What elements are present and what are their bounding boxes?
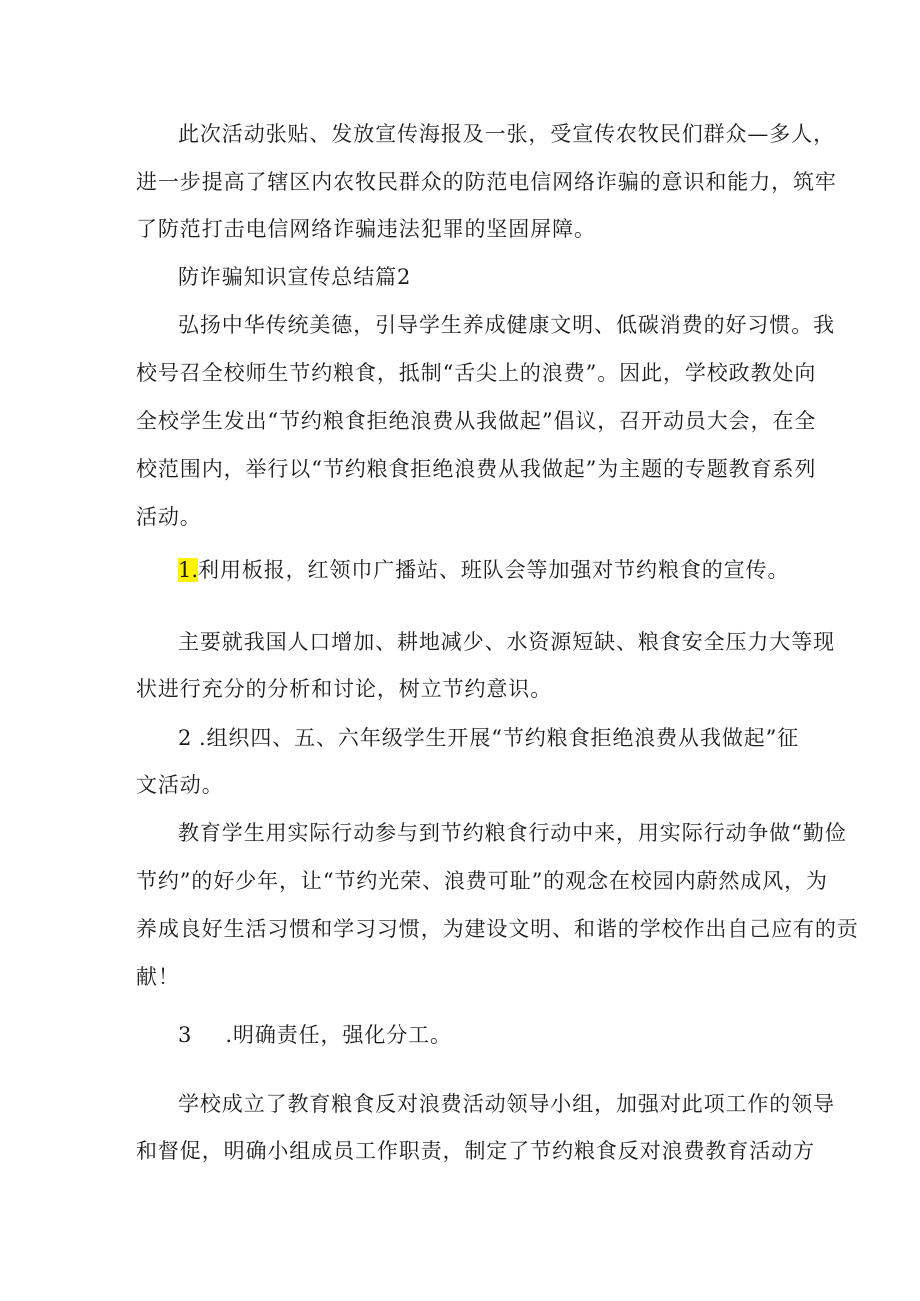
list-item-2-text: .组织四、五、六年级学生开展“节约粮食拒绝浪费从我做起”征 bbox=[198, 726, 800, 750]
section-heading: 防诈骗知识宣传总结篇2 bbox=[178, 265, 412, 289]
paragraph-2-line-1: 弘扬中华传统美德，引导学生养成健康文明、低碳消费的好习惯。我 bbox=[178, 313, 835, 337]
paragraph-2-line-3: 全校学生发出“节约粮食拒绝浪费从我做起”倡议，召开动员大会，在全 bbox=[136, 409, 817, 433]
paragraph-2-line-2: 校号召全校师生节约粮食，抵制“舌尖上的浪费”。因此，学校政教处向 bbox=[136, 361, 817, 385]
list-item-2-line-1 bbox=[178, 723, 799, 753]
list-item-2-number: 2 bbox=[178, 726, 192, 750]
paragraph-2-line-5: 活动。 bbox=[136, 505, 202, 529]
list-item-1-number: 1. bbox=[178, 558, 199, 582]
list-item-3-text: .明确责任，强化分工。 bbox=[225, 1023, 452, 1047]
paragraph-1-line-1: 此次活动张贴、发放宣传海报及一张，受宣传农牧民们群众—多人， bbox=[178, 122, 835, 146]
list-item-2-line-2: 文活动。 bbox=[136, 773, 224, 797]
list-item-3-number: 3 bbox=[178, 1023, 192, 1047]
paragraph-4-line-1: 教育学生用实际行动参与到节约粮食行动中来，用实际行动争做“勤俭 bbox=[178, 821, 847, 845]
list-item-3 bbox=[178, 1020, 452, 1050]
paragraph-2-line-4: 校范围内，举行以“节约粮食拒绝浪费从我做起”为主题的专题教育系列 bbox=[136, 457, 817, 481]
paragraph-3-line-2: 状进行充分的分析和讨论，树立节约意识。 bbox=[136, 677, 553, 701]
paragraph-1-line-2: 进一步提高了辖区内农牧民群众的防范电信网络诈骗的意识和能力，筑牢 bbox=[136, 170, 837, 194]
paragraph-4-line-2: 节约”的好少年，让“节约光荣、浪费可耻”的观念在校园内蔚然成风，为 bbox=[136, 869, 828, 893]
list-item-1 bbox=[178, 555, 789, 585]
paragraph-4-line-3: 养成良好生活习惯和学习习惯，为建设文明、和谐的学校作出自己应有的贡 bbox=[136, 917, 859, 941]
paragraph-4-line-4: 献！ bbox=[136, 965, 180, 989]
list-item-1-text: 利用板报，红领巾广播站、班队会等加强对节约粮食的宣传。 bbox=[198, 558, 790, 582]
paragraph-5-line-1: 学校成立了教育粮食反对浪费活动领导小组，加强对此项工作的领导 bbox=[178, 1092, 835, 1116]
paragraph-3-line-1: 主要就我国人口增加、耕地减少、水资源短缺、粮食安全压力大等现 bbox=[178, 630, 835, 654]
paragraph-5-line-2: 和督促，明确小组成员工作职责，制定了节约粮食反对浪费教育活动方 bbox=[136, 1139, 815, 1163]
paragraph-1-line-3: 了防范打击电信网络诈骗违法犯罪的坚固屏障。 bbox=[136, 217, 596, 241]
